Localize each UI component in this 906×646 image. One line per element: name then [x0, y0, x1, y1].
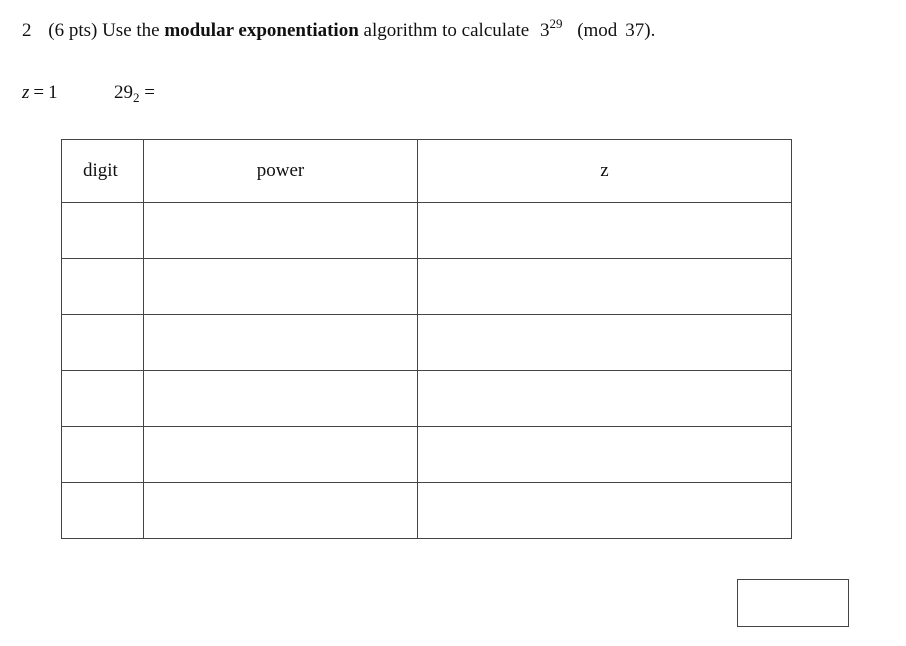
- work-table: [61, 139, 792, 539]
- binary-base-subscript: 2: [133, 90, 140, 105]
- table-row: [62, 203, 792, 259]
- z-initial-value: 1: [48, 82, 58, 103]
- binary-expansion: [114, 80, 155, 106]
- modulus-value: 37).: [625, 20, 656, 41]
- power-cell[interactable]: [144, 427, 418, 483]
- table-header-row: [62, 140, 792, 203]
- z-cell[interactable]: [418, 483, 792, 539]
- digit-cell[interactable]: [62, 315, 144, 371]
- power-cell[interactable]: [144, 483, 418, 539]
- mod-label: (mod: [577, 20, 618, 41]
- binary-equals-sign: =: [144, 82, 155, 103]
- digit-cell[interactable]: [62, 259, 144, 315]
- power-cell[interactable]: [144, 259, 418, 315]
- expression-base: 3: [539, 20, 550, 41]
- header-power: power: [144, 140, 418, 203]
- problem-text-before: Use the: [102, 20, 160, 41]
- table-row: [62, 483, 792, 539]
- problem-statement: [22, 18, 655, 44]
- table-row: [62, 371, 792, 427]
- binary-number: 29: [114, 82, 133, 103]
- power-cell[interactable]: [144, 203, 418, 259]
- answer-box[interactable]: [737, 579, 849, 627]
- power-cell[interactable]: [144, 371, 418, 427]
- digit-cell[interactable]: [62, 203, 144, 259]
- given-values: [22, 80, 155, 106]
- digit-cell[interactable]: [62, 483, 144, 539]
- z-cell[interactable]: [418, 315, 792, 371]
- header-digit: digit: [62, 140, 144, 203]
- z-cell[interactable]: [418, 203, 792, 259]
- z-equals-sign: =: [33, 82, 45, 103]
- power-cell[interactable]: [144, 315, 418, 371]
- table-row: [62, 315, 792, 371]
- problem-emphasis: modular exponentiation: [164, 20, 359, 41]
- problem-points: (6 pts): [48, 20, 98, 41]
- digit-cell[interactable]: [62, 427, 144, 483]
- z-cell[interactable]: [418, 427, 792, 483]
- z-variable: z: [22, 82, 30, 103]
- header-z: z: [418, 140, 792, 203]
- z-cell[interactable]: [418, 259, 792, 315]
- table-row: [62, 427, 792, 483]
- expression-exponent: 29: [549, 16, 563, 31]
- problem-text-after: algorithm to calculate: [363, 20, 530, 41]
- z-cell[interactable]: [418, 371, 792, 427]
- digit-cell[interactable]: [62, 371, 144, 427]
- problem-number: 2: [22, 20, 32, 41]
- table-row: [62, 259, 792, 315]
